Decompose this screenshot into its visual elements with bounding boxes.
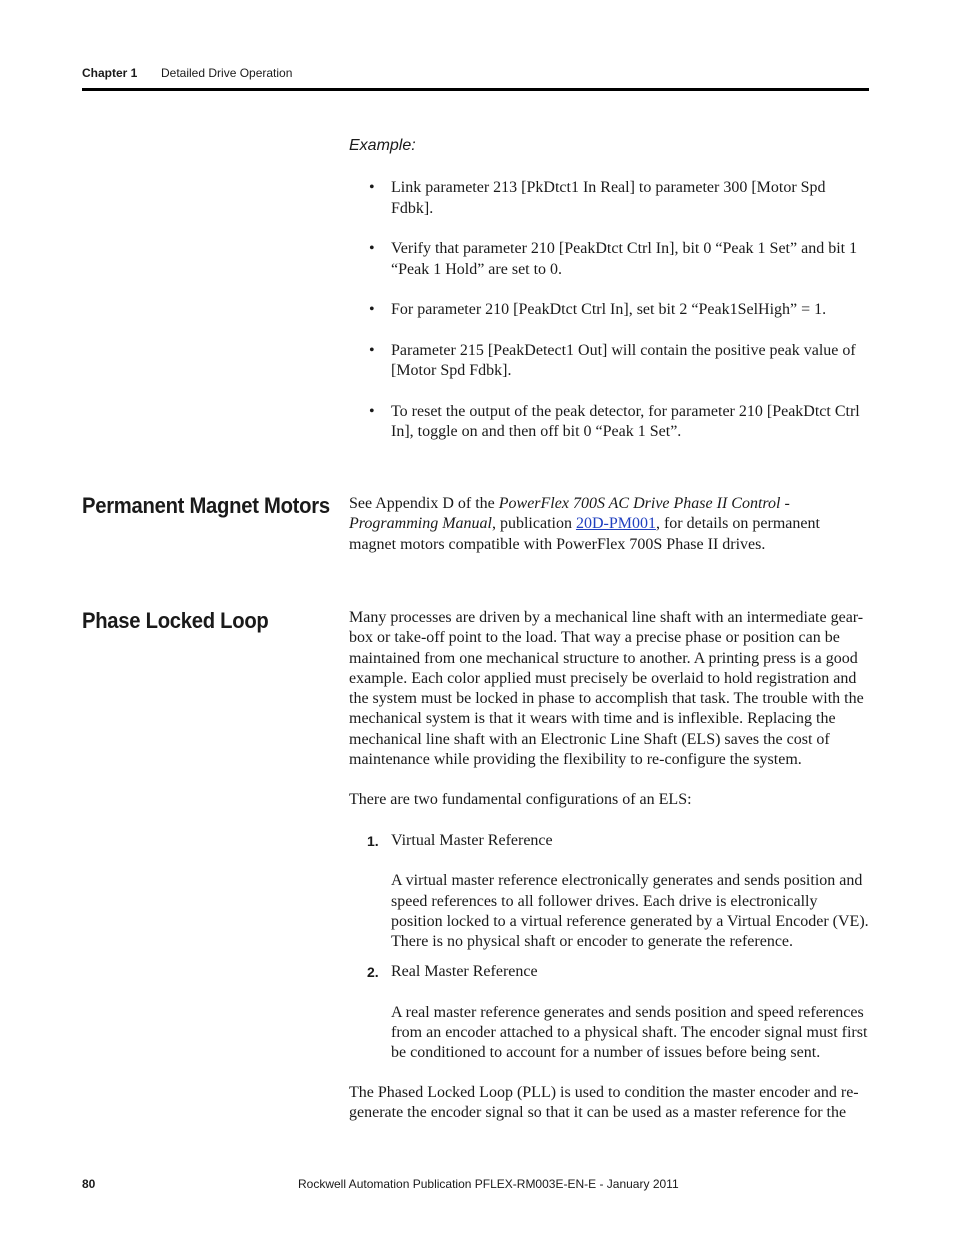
publication-info: Rockwell Automation Publication PFLEX-RM003E-EN-E - January 2011 xyxy=(298,1177,679,1191)
pll-paragraph-1: Many processes are driven by a mechanical line shaft with an intermediate gear-box or take-off point to the load. That way a precise phase or position can be maintained from one mechanical structure to another. A printing press is a good example. Each color applied must precisely be overlaid to hold registration and the system must be locked in phase to accomplish that task. The trouble with the mechanical system is that it wears with time and is inflexible. Replacing the mechanical line shaft with an Electronic Line Shaft (ELS) saves the cost of maintenance while providing the flexibility to re-configure the system. xyxy=(349,609,864,769)
example-bullet-list xyxy=(349,178,869,463)
section-heading-permanent-magnet-motors: Permanent Magnet Motors xyxy=(82,493,330,518)
list-item xyxy=(349,831,869,952)
bullet-text: Link parameter 213 [PkDtct1 In Real] to parameter 300 [Motor Spd Fdbk]. xyxy=(391,179,826,217)
chapter-label: Chapter 1 xyxy=(82,66,138,80)
pm-text-before: See Appendix D of the xyxy=(349,495,499,512)
bullet-icon: • xyxy=(369,301,375,318)
step-title: Real Master Reference xyxy=(391,963,538,981)
list-item xyxy=(349,962,869,1063)
bullet-text: Verify that parameter 210 [PeakDtct Ctrl In], bit 0 “Peak 1 Set” and bit 1 “Peak 1 Hold” are set to 0. xyxy=(391,240,858,278)
pm-text-mid: , publication xyxy=(491,515,576,533)
els-configuration-list xyxy=(349,831,869,1064)
permanent-magnet-paragraph xyxy=(349,494,869,555)
pll-paragraph-2: There are two fundamental configurations of an ELS: xyxy=(349,791,692,808)
pll-paragraph-3: The Phased Locked Loop (PLL) is used to condition the master encoder and re-generate the encoder signal so that it can be used as a master reference for the xyxy=(349,1084,859,1122)
step-body: A real master reference generates and sends position and speed references from an encoder attached to a physical shaft. The encoder signal must first be conditioned to account for a number of issues before being sent. xyxy=(391,1003,868,1062)
step-body: A virtual master reference electronically generates and sends position and speed references to all follower drives. Each drive is electronically position locked to a virtual reference generated by a Virtual Encoder (VE). There is no physical shaft or encoder to generate the reference. xyxy=(391,872,869,951)
example-label: Example: xyxy=(349,137,416,154)
chapter-title: Detailed Drive Operation xyxy=(161,66,293,80)
bullet-text: Parameter 215 [PeakDetect1 Out] will contain the positive peak value of [Motor Spd Fdbk]. xyxy=(391,341,856,379)
bullet-text: For parameter 210 [PeakDtct Ctrl In], set bit 2 “Peak1SelHigh” = 1. xyxy=(391,301,827,318)
list-item xyxy=(349,402,869,443)
bullet-icon: • xyxy=(369,341,375,359)
bullet-icon: • xyxy=(369,240,375,257)
step-number: 2. xyxy=(367,964,379,981)
step-title: Virtual Master Reference xyxy=(391,832,553,849)
step-number: 1. xyxy=(367,833,379,849)
list-item xyxy=(349,178,869,219)
manual-title: PowerFlex 700S AC Drive Phase II Control - Programming Manual xyxy=(349,495,790,533)
bullet-text: To reset the output of the peak detector, for parameter 210 [PeakDtct Ctrl In], toggle on and then off bit 0 “Peak 1 Set”. xyxy=(391,402,860,440)
list-item xyxy=(349,341,869,382)
list-item xyxy=(349,239,869,280)
bullet-icon: • xyxy=(369,402,375,420)
page-number: 80 xyxy=(82,1177,96,1191)
section-heading-phase-locked-loop: Phase Locked Loop xyxy=(82,608,269,633)
list-item xyxy=(349,300,869,321)
pm-text-after: , for details on permanent magnet motors compatible with PowerFlex 700S Phase II drives. xyxy=(349,515,820,553)
header-rule xyxy=(82,88,869,91)
publication-link[interactable]: 20D-PM001 xyxy=(575,515,656,533)
bullet-icon: • xyxy=(369,179,375,196)
